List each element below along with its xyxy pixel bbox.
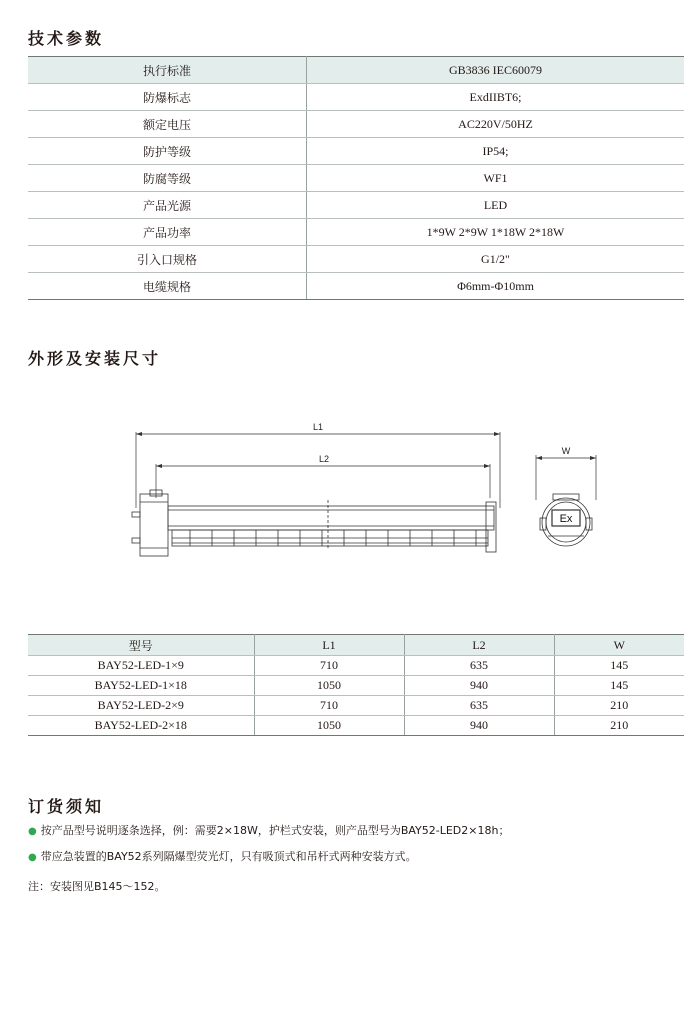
order-note-text: 带应急装置的BAY52系列隔爆型荧光灯，只有吸顶式和吊杆式两种安装方式。 — [40, 850, 417, 863]
spec-value: G1/2" — [307, 246, 685, 273]
l1-cell: 710 — [254, 696, 404, 716]
table-row — [28, 696, 684, 716]
l2-cell: 940 — [404, 676, 554, 696]
ex-mark-label: Ex — [559, 513, 573, 525]
spec-value: WF1 — [307, 165, 685, 192]
col-header-w: W — [554, 635, 684, 656]
model-cell: BAY52-LED-1×18 — [28, 676, 254, 696]
col-header-model: 型号 — [28, 635, 254, 656]
l2-cell: 635 — [404, 656, 554, 676]
spec-value: IP54; — [307, 138, 685, 165]
table-row — [28, 716, 684, 736]
spec-row — [28, 111, 684, 138]
install-footnote: 注：安装图见B145～152。 — [28, 880, 166, 893]
w-cell: 210 — [554, 696, 684, 716]
col-header-l1: L1 — [254, 635, 404, 656]
model-cell: BAY52-LED-2×9 — [28, 696, 254, 716]
spec-row — [28, 273, 684, 300]
col-header-l2: L2 — [404, 635, 554, 656]
spec-row — [28, 192, 684, 219]
l2-cell: 635 — [404, 696, 554, 716]
model-table — [28, 634, 684, 736]
w-label: W — [561, 446, 571, 456]
spec-label: 防腐等级 — [28, 165, 307, 192]
spec-table — [28, 56, 684, 300]
spec-row — [28, 246, 684, 273]
l1-cell: 1050 — [254, 716, 404, 736]
bullet-dot-icon: ● — [28, 852, 37, 863]
spec-row — [28, 165, 684, 192]
spec-row — [28, 84, 684, 111]
lamp-side-view — [132, 490, 496, 556]
spec-label: 防爆标志 — [28, 84, 307, 111]
spec-value: AC220V/50HZ — [307, 111, 685, 138]
l2-label: L2 — [318, 454, 330, 464]
spec-label: 产品光源 — [28, 192, 307, 219]
spec-value: GB3836 IEC60079 — [307, 57, 685, 84]
spec-row — [28, 57, 684, 84]
l2-cell: 940 — [404, 716, 554, 736]
model-cell: BAY52-LED-2×18 — [28, 716, 254, 736]
order-note-1 — [28, 822, 509, 838]
w-cell: 210 — [554, 716, 684, 736]
l1-label: L1 — [312, 422, 324, 432]
spec-label: 产品功率 — [28, 219, 307, 246]
spec-label: 防护等级 — [28, 138, 307, 165]
table-row — [28, 656, 684, 676]
spec-value: LED — [307, 192, 685, 219]
spec-label: 执行标准 — [28, 57, 307, 84]
spec-label: 电缆规格 — [28, 273, 307, 300]
w-cell: 145 — [554, 656, 684, 676]
model-cell: BAY52-LED-1×9 — [28, 656, 254, 676]
w-cell: 145 — [554, 676, 684, 696]
order-note-text: 按产品型号说明逐条选择，例：需要2×18W，护栏式安装，则产品型号为BAY52-LED2×18h； — [40, 824, 510, 837]
dims-section-title: 外形及安装尺寸 — [28, 349, 162, 368]
spec-value: 1*9W 2*9W 1*18W 2*18W — [307, 219, 685, 246]
bullet-dot-icon: ● — [28, 826, 37, 837]
spec-row — [28, 138, 684, 165]
table-row — [28, 676, 684, 696]
spec-value: Φ6mm-Φ10mm — [307, 273, 685, 300]
l1-cell: 1050 — [254, 676, 404, 696]
l1-cell: 710 — [254, 656, 404, 676]
order-section-title: 订货须知 — [28, 797, 105, 816]
spec-section-title: 技术参数 — [28, 29, 105, 48]
spec-value: ExdIIBT6; — [307, 84, 685, 111]
dimension-drawing — [0, 410, 700, 610]
spec-label: 额定电压 — [28, 111, 307, 138]
order-note-2 — [28, 848, 417, 864]
spec-row — [28, 219, 684, 246]
spec-label: 引入口规格 — [28, 246, 307, 273]
